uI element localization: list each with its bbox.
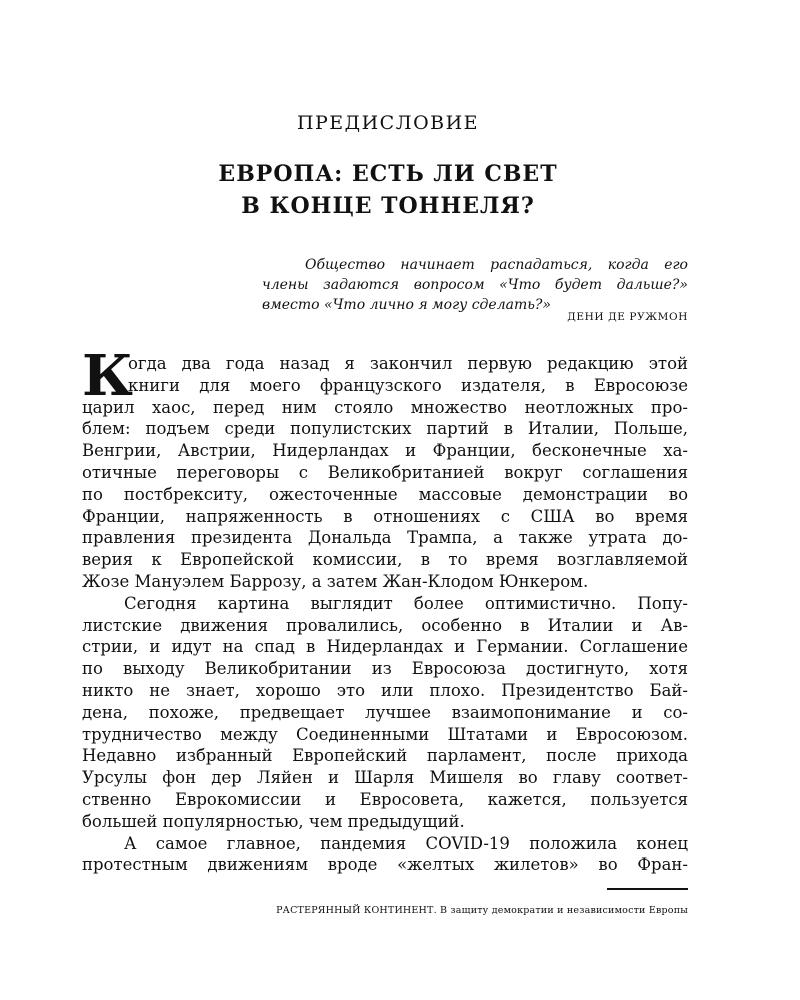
drop-cap: К [82,343,133,409]
text-line: никто не знает, хорошо это или плохо. Президентство Бай- [82,680,688,700]
epigraph-line: вместо «Что лично я могу сделать?» [262,297,551,313]
epigraph-author: ДЕНИ ДЕ РУЖМОН [567,311,688,323]
text-line: огда два года назад я закончил первую редакцию этой [128,354,688,373]
footer-rule [607,888,688,890]
text-line: царил хаос, перед ним стояло множество неотложных про- [82,397,688,417]
text-line: отичные переговоры с Великобританией вокруг соглашения [82,462,688,482]
text-line: книги для моего французского издателя, в Евросоюзе [128,375,688,395]
text-line: Франции, напряженность в отношениях с США во время [82,506,688,526]
text-line: стрии, и идут на спад в Нидерландах и Германии. Соглашение [82,637,688,657]
text-line: правления президента Дональда Трампа, а также утрата до- [82,528,688,548]
running-footer: РАСТЕРЯННЫЙ КОНТИНЕНТ. В защиту демократии и независимости Европы [276,905,688,916]
text-line: Недавно избранный Европейский парламент, после прихода [82,746,688,766]
section-label: ПРЕДИСЛОВИЕ [296,112,480,134]
epigraph-line: Общество начинает распадаться, когда его [305,257,688,273]
text-line: Урсулы фон дер Ляйен и Шарля Мишеля во главу соответ- [82,768,688,788]
epigraph-line: члены задаются вопросом «Что будет дальше?» [262,277,688,293]
text-line: по выходу Великобритании из Евросоюза достигнуто, хотя [82,659,688,679]
text-line: протестным движениям вроде «желтых жилетов» во Фран- [82,855,688,875]
chapter-title-line: В КОНЦЕ ТОННЕЛЯ? [241,193,535,219]
body-text [82,343,688,876]
text-line: большей популярностью, чем предыдущий. [82,811,465,831]
chapter-title [0,158,776,222]
text-line: верия к Европейской комиссии, в то время возглавляемой [82,550,688,570]
epigraph [262,255,688,315]
chapter-title-line: ЕВРОПА: ЕСТЬ ЛИ СВЕТ [218,161,558,187]
text-line: Венгрии, Австрии, Нидерландах и Франции, бесконечные ха- [82,441,688,461]
text-line: листские движения провалились, особенно в Италии и Ав- [82,615,688,635]
text-line: Жозе Мануэлем Баррозу, а затем Жан-Клодом Юнкером. [82,571,589,591]
text-line: ственно Еврокомиссии и Евросовета, кажется, пользуется [82,789,688,809]
text-line: А самое главное, пандемия COVID-19 положила конец [124,833,688,853]
text-line: дена, похоже, предвещает лучшее взаимопонимание и со- [82,702,688,722]
text-line: блем: подъем среди популистских партий в Италии, Польше, [82,419,688,439]
text-line: по постбрекситу, ожесточенные массовые демонстрации во [82,484,688,504]
text-line: Сегодня картина выглядит более оптимистично. Попу- [124,593,688,613]
text-line: трудничество между Соединенными Штатами и Евросоюзом. [82,724,688,744]
